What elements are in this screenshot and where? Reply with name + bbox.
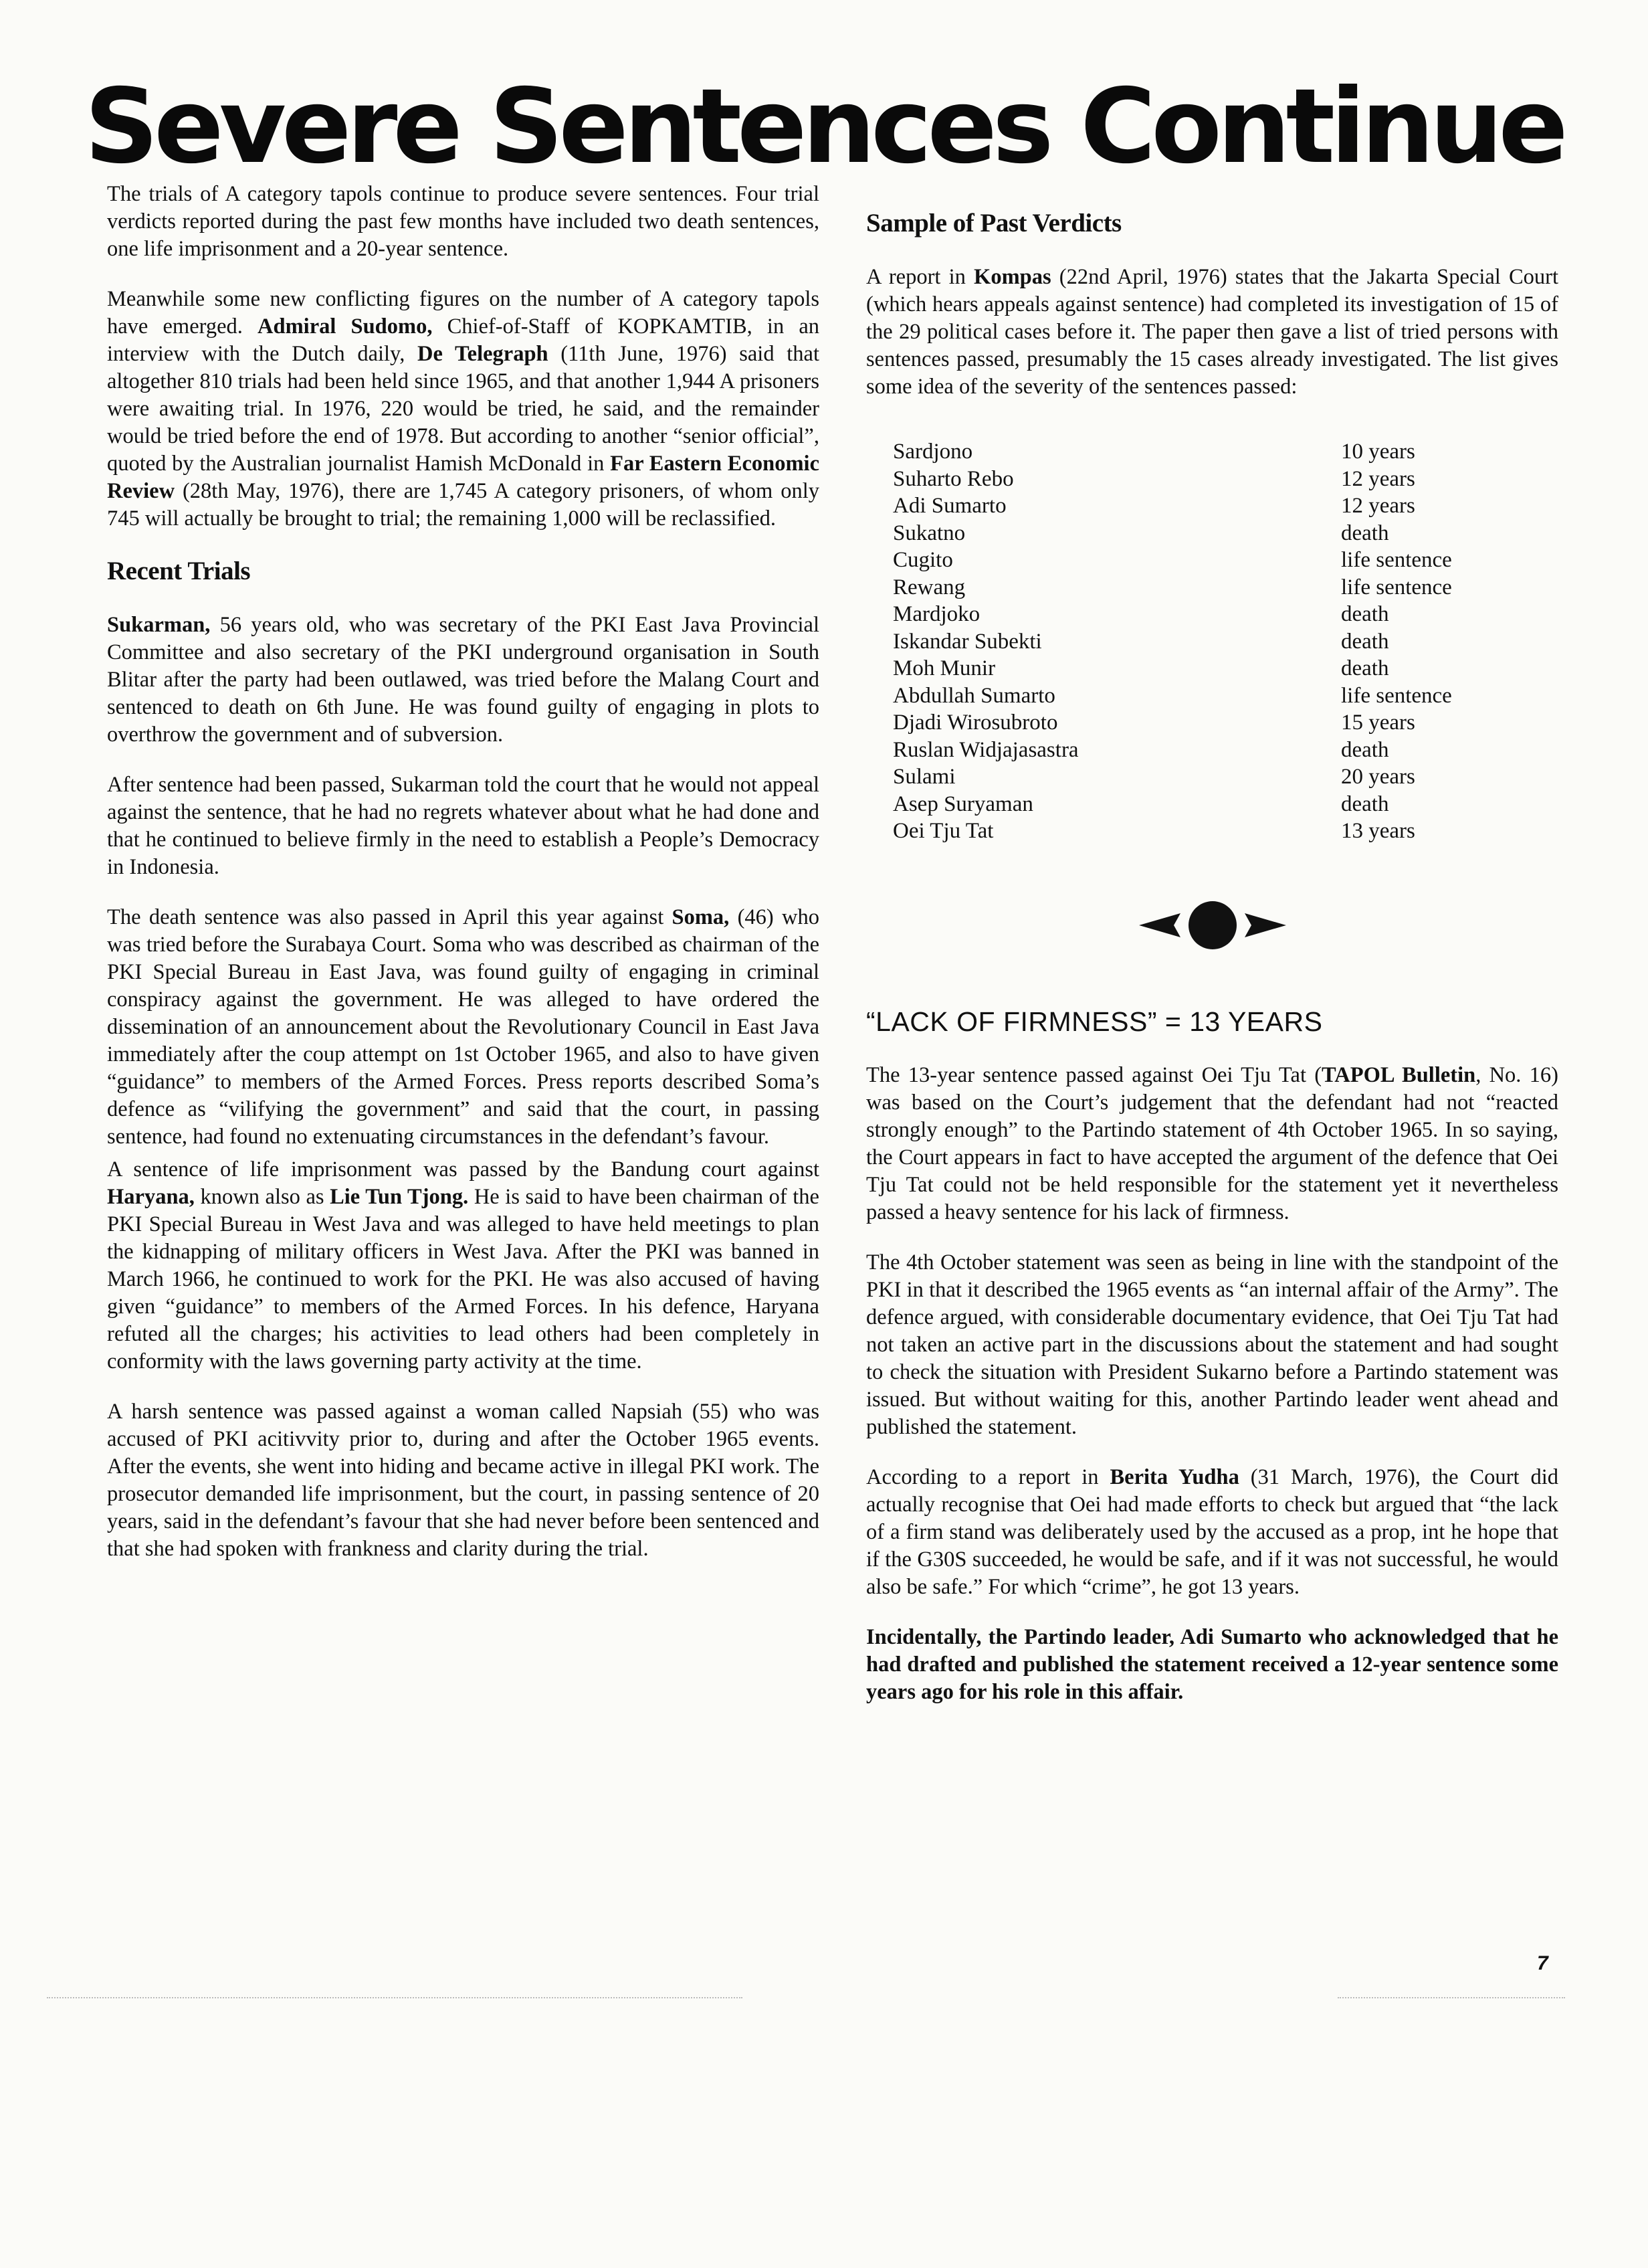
verdict-sentence: death bbox=[1341, 791, 1389, 816]
text-run: Meanwhile some new conflicting figures on the number of A category tapols have emerged. bbox=[107, 287, 819, 339]
ornament-icon bbox=[1126, 899, 1300, 952]
verdict-sentence: death bbox=[1341, 602, 1389, 626]
verdict-name: Moh Munir bbox=[893, 656, 996, 680]
text-run: A sentence of life imprisonment was passed by the Bandung court against bbox=[107, 1157, 819, 1182]
lack-of-firmness-heading: “LACK OF FIRMNESS” = 13 YEARS bbox=[866, 1006, 1323, 1037]
verdict-name: Iskandar Subekti bbox=[893, 629, 1042, 654]
verdict-sentence: death bbox=[1341, 629, 1389, 654]
left-column bbox=[107, 181, 819, 1586]
bottom-rule-right bbox=[1338, 1997, 1565, 1998]
verdict-sentence: death bbox=[1341, 656, 1389, 680]
verdict-sentence: life sentence bbox=[1341, 548, 1452, 572]
verdict-sentence: 13 years bbox=[1341, 819, 1415, 843]
bold-run: Lie Tun Tjong. bbox=[330, 1185, 469, 1209]
verdict-name: Oei Tju Tat bbox=[893, 819, 994, 843]
article-title: Severe Sentences Continue bbox=[84, 67, 1564, 187]
figures-paragraph bbox=[107, 286, 819, 533]
text-run: known also as bbox=[194, 1185, 330, 1209]
verdict-name: Cugito bbox=[893, 548, 953, 572]
october-statement-paragraph: The 4th October statement was seen as being in line with the standpoint of the PKI in that it described the 1965 events as “an internal affair of the Army”. The defence argued, with considerable documentary evidence, that Oei Tju Tat had not taken an active part in the discussions about the statement and had sought to check the situation with President Sukarno before a Partindo statement was issued. But without waiting for this, another Partindo leader went ahead and published the statement. bbox=[866, 1250, 1558, 1439]
verdict-sentence: death bbox=[1341, 737, 1389, 762]
napsiah-paragraph: A harsh sentence was passed against a woman called Napsiah (55) who was accused of PKI acitivvity prior to, during and after the October 1965 events. After the events, she went into hiding and became active in illegal PKI work. The prosecutor demanded life imprisonment, but the court, in passing sentence of 20 years, said in the defendant’s favour that she had never before been sentenced and that she had spoken with frankness and clarity during the trial. bbox=[107, 1400, 819, 1561]
verdict-name: Sulami bbox=[893, 765, 956, 789]
verdict-list bbox=[893, 438, 1558, 845]
bold-run: TAPOL Bulletin bbox=[1322, 1062, 1476, 1087]
verdict-name: Adi Sumarto bbox=[893, 494, 1007, 518]
berita-yudha-paragraph bbox=[866, 1464, 1558, 1601]
text-run: (11th June, 1976) said that altogether 810 trials had been held since 1965, and that another 1,944 A prisoners were awaiting trial. In 1976, 220 would be tried, he said, and the remainder would be tried before the end of 1978. But according to another “senior official”, quoted by the Australian journalist Hamish McDonald in bbox=[107, 342, 819, 476]
section-ornament bbox=[866, 899, 1558, 952]
text-run: The death sentence was also passed in April this year against bbox=[107, 905, 672, 929]
text-run: The 13-year sentence passed against Oei Tju Tat ( bbox=[866, 1062, 1322, 1087]
haryana-paragraph bbox=[107, 1156, 819, 1376]
bold-run: Soma, bbox=[672, 905, 730, 929]
right-column bbox=[866, 181, 1558, 1729]
kompas-paragraph bbox=[866, 264, 1558, 401]
sukarman-paragraph bbox=[107, 611, 819, 749]
bold-run: Kompas bbox=[974, 265, 1051, 289]
bottom-rule-left bbox=[47, 1997, 742, 1998]
verdict-sentence: death bbox=[1341, 521, 1389, 545]
text-run: According to a report in bbox=[866, 1464, 1110, 1489]
verdict-sentence: 20 years bbox=[1341, 765, 1415, 789]
sample-verdicts-heading: Sample of Past Verdicts bbox=[866, 209, 1122, 238]
text-run: He is said to have been chairman of the PKI Special Bureau in West Java and was alleged to have held meetings to plan the kidnapping of military officers in West Java. After the PKI was banned in March 1966, he continued to work for the PKI. He was also accused of having given “guidance” to members of the Armed Forces. In his defence, Haryana refuted all the charges; his activities to lead others had been completely in conformity with the laws governing party activity at the time. bbox=[107, 1185, 819, 1374]
verdict-name: Asep Suryaman bbox=[893, 791, 1033, 816]
text-run: (31 March, 1976), the Court did actually recognise that Oei had made efforts to check but argued that “the lack of a firm stand was deliberately used by the accused as a prop, int he hope that if the G30S succeeded, he would be safe, and if it was not successful, he would also be safe.” For which “crime”, he got 13 years. bbox=[866, 1464, 1559, 1599]
bold-run: Far Eastern Economic Review bbox=[107, 452, 820, 503]
text-run: , No. 16) was based on the Court’s judgement that the defendant had not “reacted strongly enough” to the Partindo statement of 4th October 1965. In so saying, the Court appears in fact to have accepted the argument of the defence that Oei Tju Tat could not be held responsible for the statement yet it nevertheless passed a heavy sentence for his lack of firmness. bbox=[866, 1062, 1558, 1224]
verdict-sentence: life sentence bbox=[1341, 683, 1452, 708]
bold-run: De Telegraph bbox=[417, 342, 548, 366]
text-run: (46) who was tried before the Surabaya Court. Soma who was described as chairman of the PKI Special Bureau in East Java, was found guilty of engaging in criminal conspiracy against the government. He was alleged to have ordered the dissemination of an announcement about the Revolutionary Council in East Java immediately after the coup attempt on 1st October 1965, and also to have given “guidance” to members of the Armed Forces. Press reports described Soma’s defence as “vilifying the government” and said that the court, in passing sentence, had found no extenuating circumstances in the defendant’s favour. bbox=[107, 905, 819, 1149]
verdict-name: Sukatno bbox=[893, 521, 966, 545]
verdict-sentence: 12 years bbox=[1341, 494, 1415, 518]
verdict-sentence: life sentence bbox=[1341, 575, 1452, 599]
text-run: A report in bbox=[866, 265, 974, 289]
verdict-sentence: 10 years bbox=[1341, 440, 1415, 464]
bold-run: Sukarman, bbox=[107, 613, 211, 637]
recent-trials-heading: Recent Trials bbox=[107, 557, 251, 585]
adi-sumarto-paragraph: Incidentally, the Partindo leader, Adi Sumarto who acknowledged that he had drafted and published the statement received a 12-year sentence some years ago for his role in this affair. bbox=[866, 1624, 1558, 1704]
after-sentence-paragraph: After sentence had been passed, Sukarman told the court that he would not appeal against the sentence, that he had no regrets whatever about what he had done and that he continued to believe firmly in the need to establish a People’s Democracy in Indonesia. bbox=[107, 773, 819, 879]
text-run: 56 years old, who was secretary of the PKI East Java Provincial Committee and also secretary of the PKI underground organisation in South Blitar after the party had been outlawed, was tried before the Malang Court and sentenced to death on 6th June. He was found guilty of engaging in plots to overthrow the government and of subversion. bbox=[107, 613, 819, 747]
soma-paragraph bbox=[107, 904, 819, 1151]
text-run: (22nd April, 1976) states that the Jakarta Special Court (which hears appeals against sentence) had completed its investigation of 15 of the 29 political cases before it. The paper then gave a list of tried persons with sentences passed, presumably the 15 cases already investigated. The list gives some idea of the severity of the sentences passed: bbox=[866, 265, 1559, 399]
bold-run: Berita Yudha bbox=[1110, 1464, 1239, 1489]
verdict-name: Mardjoko bbox=[893, 602, 981, 626]
bold-run: Admiral Sudomo, bbox=[258, 314, 433, 339]
verdict-name: Suharto Rebo bbox=[893, 466, 1014, 491]
verdict-sentence: 15 years bbox=[1341, 711, 1415, 735]
bold-run: Haryana, bbox=[107, 1185, 195, 1209]
page-number: 7 bbox=[1537, 1952, 1548, 1974]
verdict-name: Abdullah Sumarto bbox=[893, 683, 1055, 708]
text-run: Chief-of-Staff of KOPKAMTIB, in an interview with the Dutch daily, bbox=[107, 314, 820, 366]
intro-paragraph: The trials of A category tapols continue to produce severe sentences. Four trial verdicts reported during the past few months have included two death sentences, one life imprisonment and a 20-year sentence. bbox=[107, 182, 819, 261]
verdict-name: Ruslan Widjajasastra bbox=[893, 737, 1079, 762]
verdict-name: Djadi Wirosubroto bbox=[893, 711, 1058, 735]
text-run: (28th May, 1976), there are 1,745 A category prisoners, of whom only 745 will actually be brought to trial; the remaining 1,000 will be reclassified. bbox=[107, 479, 819, 531]
verdict-name: Sardjono bbox=[893, 440, 973, 464]
oei-sentence-paragraph bbox=[866, 1062, 1558, 1226]
verdict-name: Rewang bbox=[893, 575, 966, 599]
verdict-sentence: 12 years bbox=[1341, 466, 1415, 491]
